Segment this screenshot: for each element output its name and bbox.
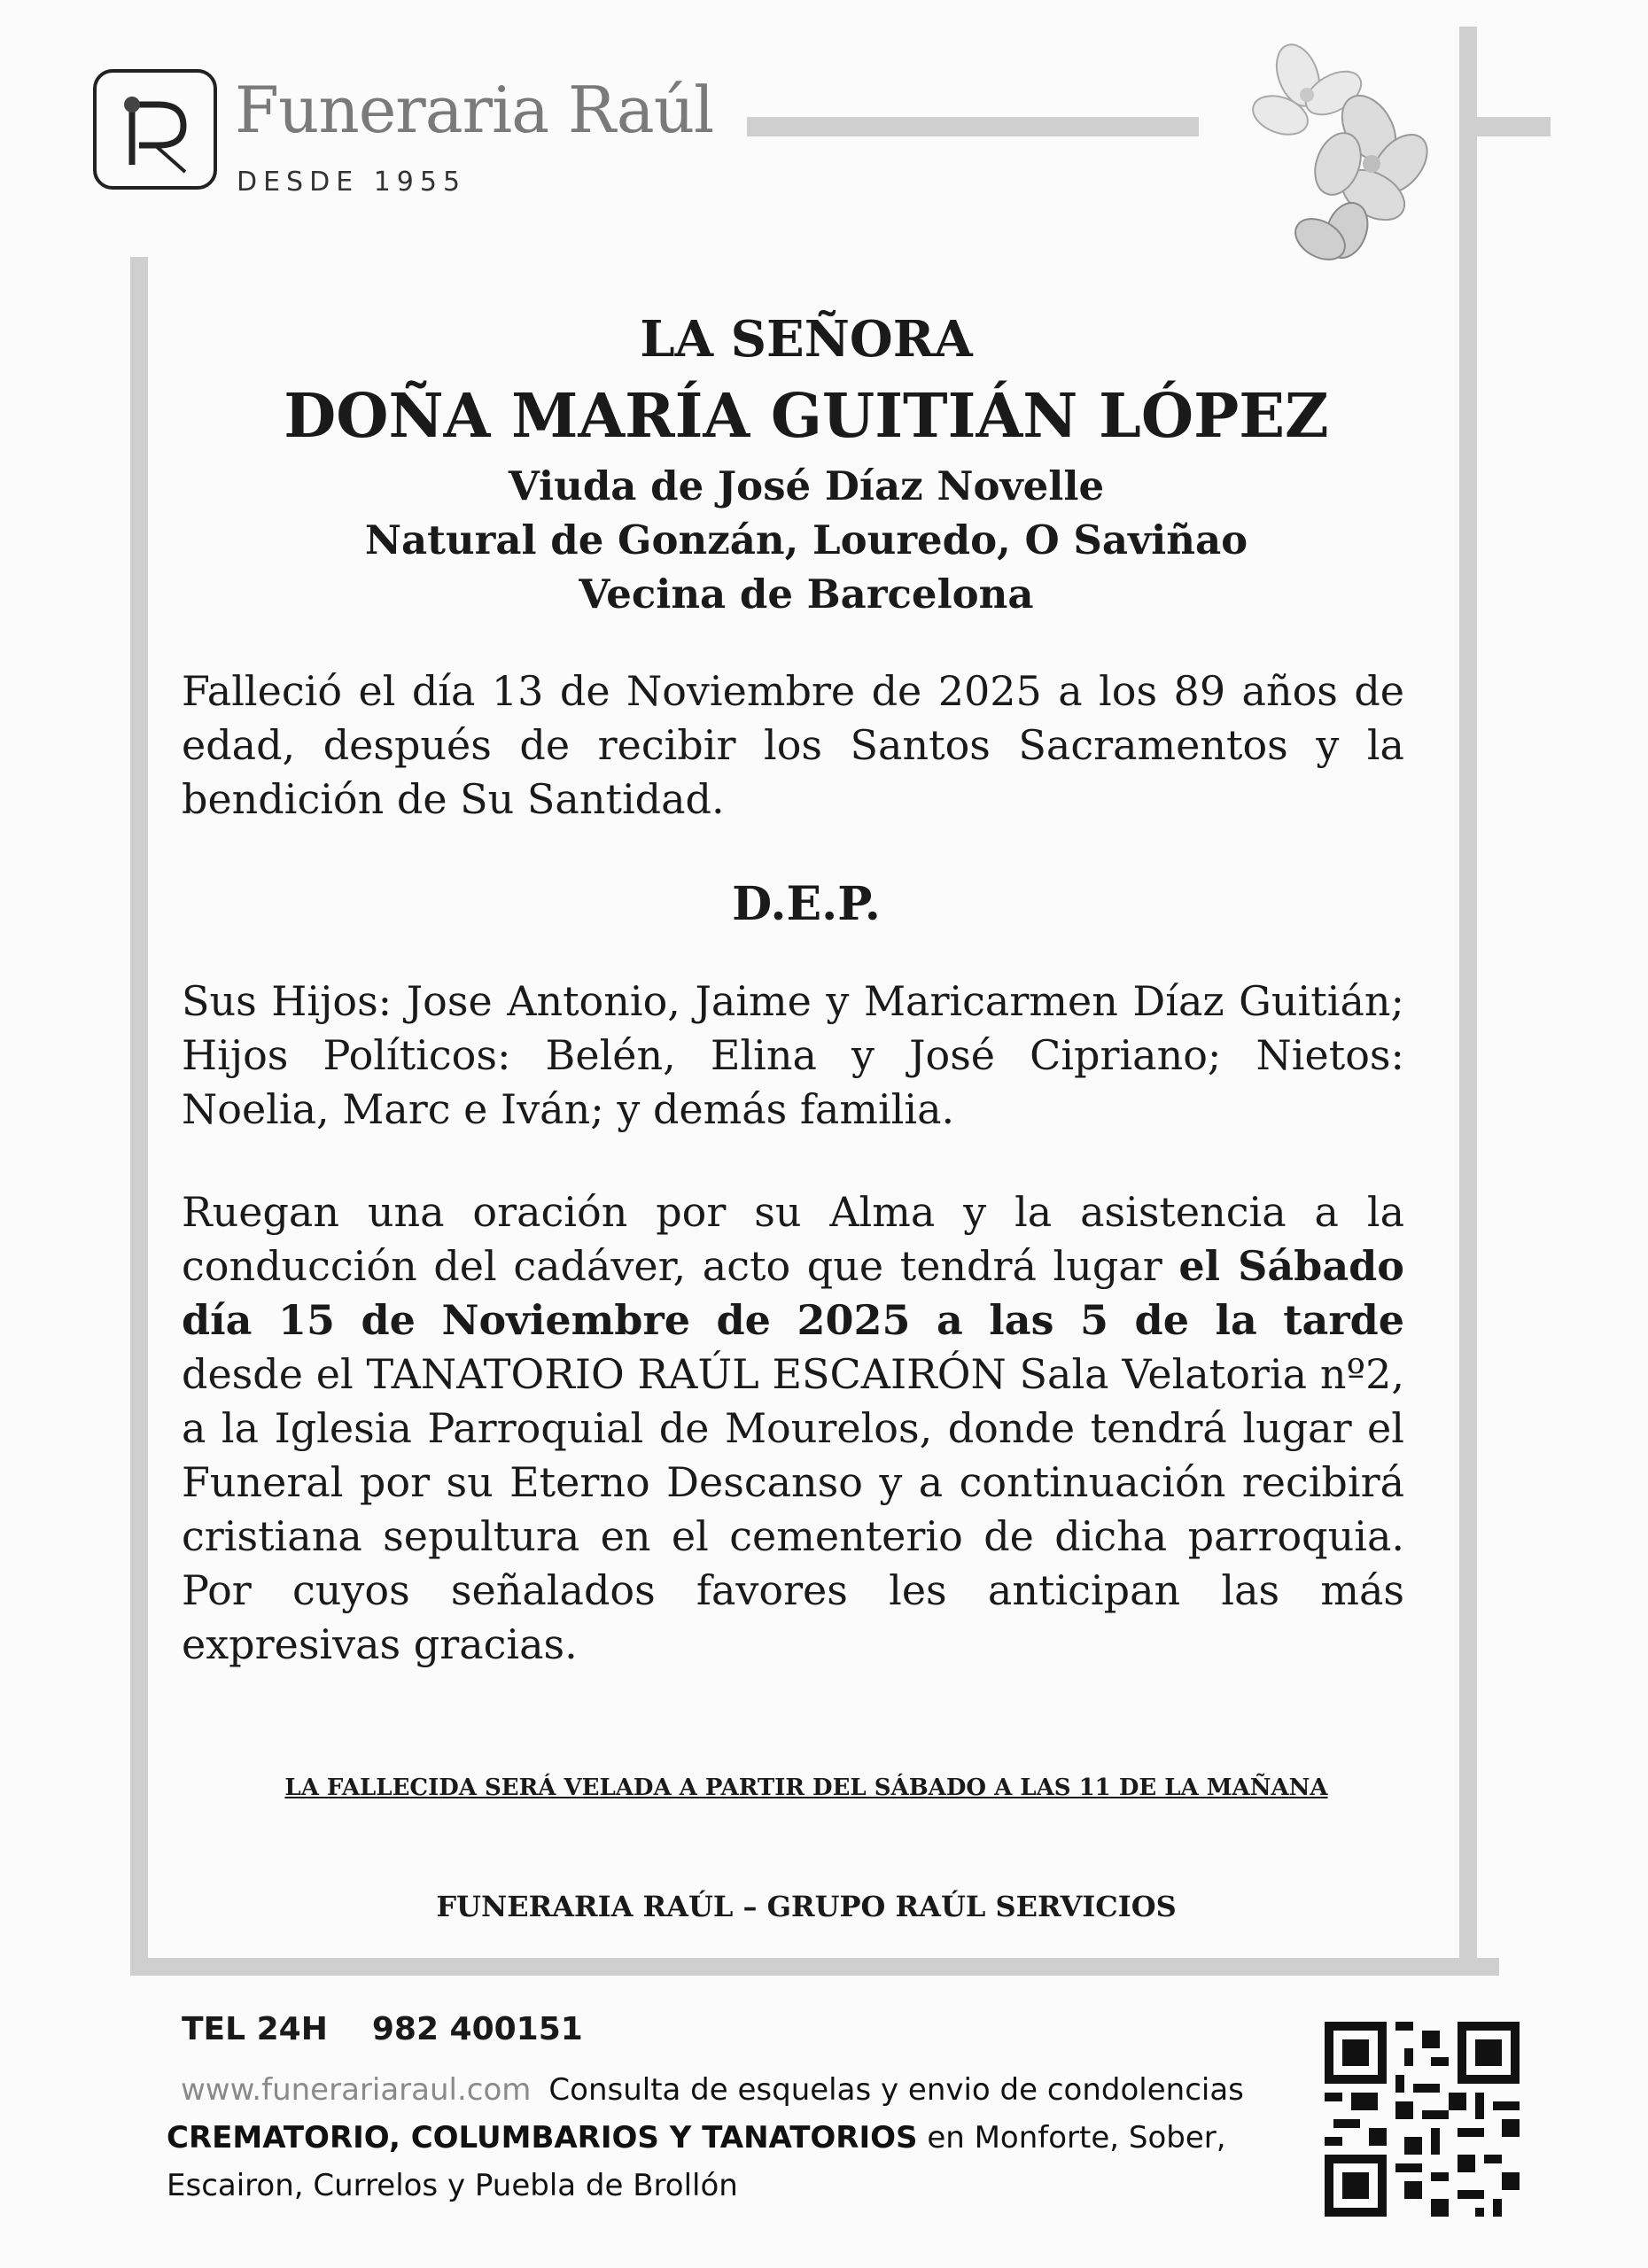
logo-brand-name: Funeraria Raúl [235, 73, 714, 147]
services-list: CREMATORIO, COLUMBARIOS Y TANATORIOS [167, 2120, 918, 2155]
dep-heading: D.E.P. [732, 877, 881, 931]
title-honorific: LA SEÑORA [640, 310, 973, 369]
death-paragraph: Falleció el día 13 de Noviembre de 2025 a los 89 años de edad, después de recibir los Santos Sacramentos y la bendición de Su Santidad. [182, 667, 1404, 823]
funeral-home-signature: FUNERARIA RAÚL – GRUPO RAÚL SERVICIOS [436, 1890, 1177, 1923]
cross-arm [1477, 117, 1551, 136]
frame-top-bar [747, 117, 1199, 136]
family-paragraph: Sus Hijos: Jose Antonio, Jaime y Maricarmen Díaz Guitián; Hijos Políticos: Belén, Elina y José Cipriano; Nietos: Noelia, Marc e Iván; y demás familia. [182, 977, 1404, 1133]
services-info [167, 2066, 1274, 2210]
phone-contact [182, 2011, 583, 2047]
ceremony-datetime: el Sábado día 15 de Noviembre de 2025 a las 5 de la tarde [182, 1242, 1404, 1344]
phone-label: TEL 24H [182, 2011, 328, 2047]
flower-decoration-icon [1214, 40, 1444, 270]
phone-number: 982 400151 [371, 2011, 583, 2047]
ceremony-details: desde el TANATORIO RAÚL ESCAIRÓN Sala Velatoria nº2, a la Iglesia Parroquial de Mourelos, donde tendrá lugar el Funeral por su Eterno Descanso y a continuación recibirá cristiana sepultura en el cementerio de dicha parroquia. Por cuyos señalados favores les anticipan las más expresivas gracias. [182, 1350, 1404, 1668]
frame-bottom-border [130, 1958, 1499, 1976]
logo-since: DESDE 1955 [237, 167, 467, 198]
native-line: Natural de Gonzán, Louredo, O Saviñao [364, 517, 1248, 563]
logo-r-emblem [93, 69, 217, 190]
viewing-notice: LA FALLECIDA SERÁ VELADA A PARTIR DEL SÁBADO A LAS 11 DE LA MAÑANA [284, 1775, 1328, 1801]
deceased-name: DOÑA MARÍA GUITIÁN LÓPEZ [284, 381, 1329, 452]
qr-code-icon[interactable] [1325, 2022, 1520, 2217]
locations-text: en Monforte, Sober, Escairon, Currelos y Puebla de Brollón [167, 2120, 1226, 2203]
widow-line: Viuda de José Díaz Novelle [508, 462, 1105, 509]
frame-right-border [1459, 27, 1477, 1976]
ceremony-intro: Ruegan una oración por su Alma y la asistencia a la conducción del cadáver, acto que tendrá lugar [182, 1188, 1404, 1290]
frame-left-border [130, 257, 148, 1976]
resident-line: Vecina de Barcelona [579, 571, 1034, 617]
ceremony-paragraph [182, 1185, 1404, 1672]
condolences-text: Consulta de esquelas y envio de condolencias [548, 2072, 1244, 2108]
website-link[interactable]: www.funerariaraul.com [181, 2072, 532, 2108]
